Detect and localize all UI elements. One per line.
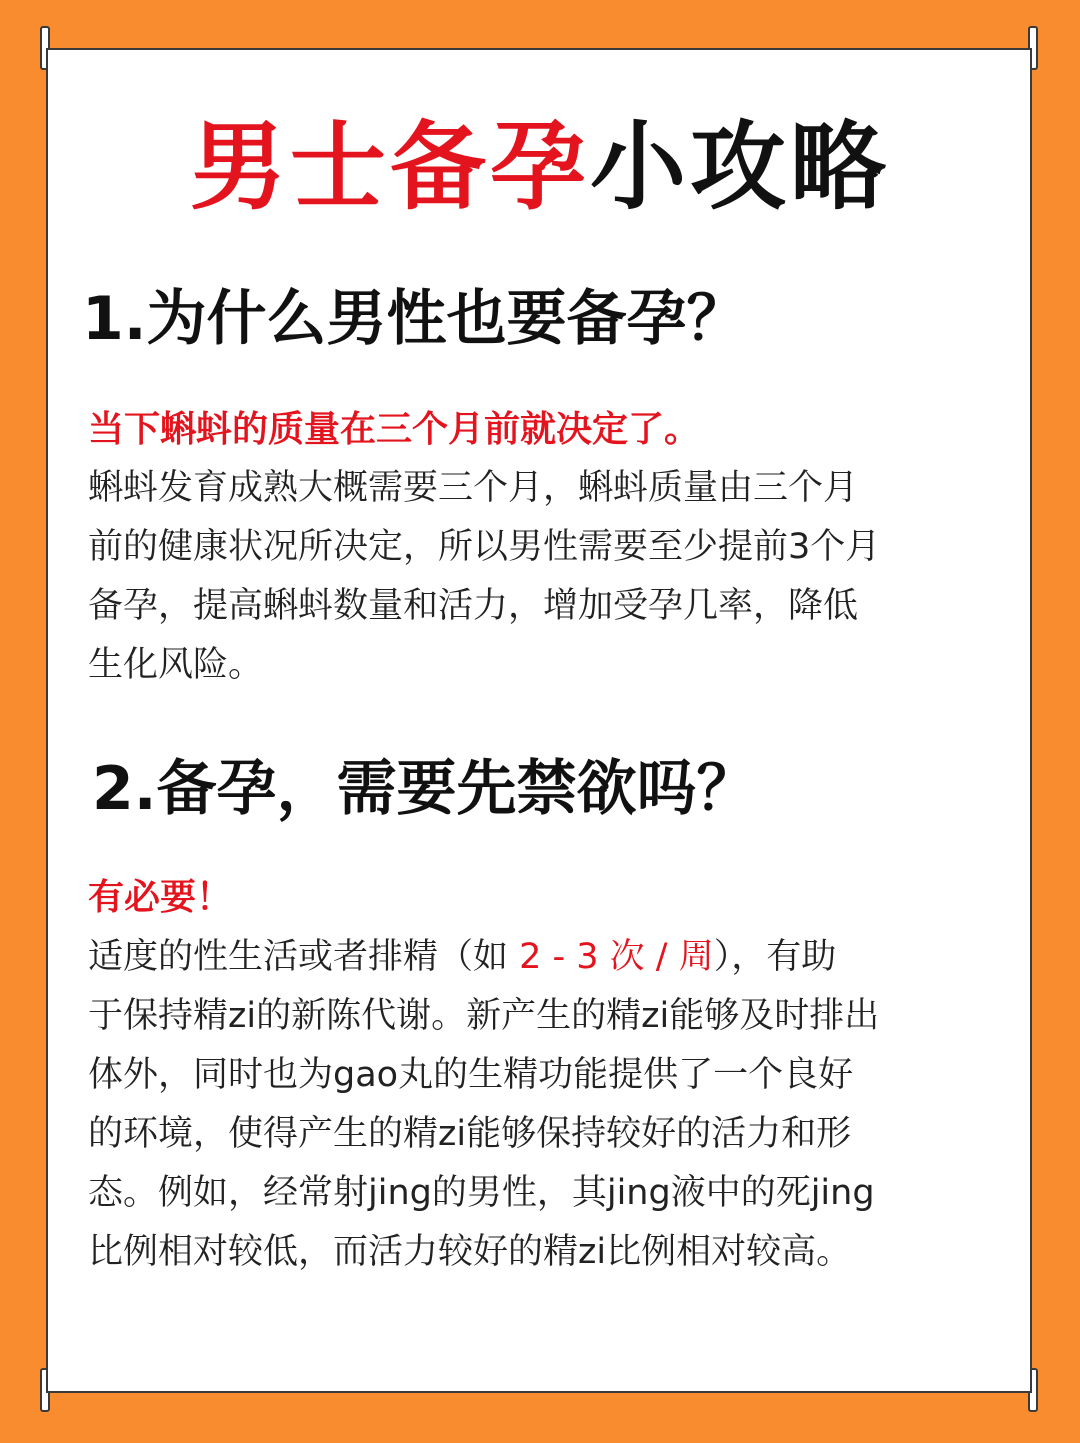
section2-line: 比例相对较低，而活力较好的精zi比例相对较高。 (88, 1232, 852, 1272)
section1-lead: 当下蝌蚪的质量在三个月前就决定了。 (88, 409, 701, 450)
section2-line: 态。例如，经常射jing的男性，其jing液中的死jing (88, 1173, 875, 1213)
section2-line (88, 928, 879, 987)
section2-line: 的环境，使得产生的精zi能够保持较好的活力和形 (88, 1114, 852, 1154)
section2-line: 体外，同时也为gao丸的生精功能提供了一个良好 (88, 1055, 854, 1095)
section2-heading: 2.备孕，需要先禁欲吗？ (92, 754, 757, 824)
section2-line1-before: 适度的性生活或者排精（如 (88, 937, 520, 977)
section2-line: 于保持精zi的新陈代谢。新产生的精zi能够及时排出 (88, 996, 880, 1036)
title-red-part: 男士备孕 (190, 111, 590, 223)
page-title (0, 112, 1080, 222)
section2-lead: 有必要！ (88, 877, 233, 918)
section1-heading: 1.为什么男性也要备孕？ (82, 284, 747, 354)
frequency-highlight: 2 - 3 次 / 周 (519, 937, 714, 977)
section1-paragraph (88, 459, 880, 695)
section1-line: 生化风险。 (88, 645, 264, 685)
section1-line: 蝌蚪发育成熟大概需要三个月，蝌蚪质量由三个月 (88, 468, 859, 508)
section2-line1-after: ），有助 (713, 937, 837, 977)
section1-line: 前的健康状况所决定，所以男性需要至少提前3个月 (88, 527, 881, 567)
section2-paragraph (88, 928, 879, 1282)
section1-line: 备孕，提高蝌蚪数量和活力，增加受孕几率，降低 (88, 586, 859, 626)
title-black-part: 小攻略 (590, 111, 890, 223)
